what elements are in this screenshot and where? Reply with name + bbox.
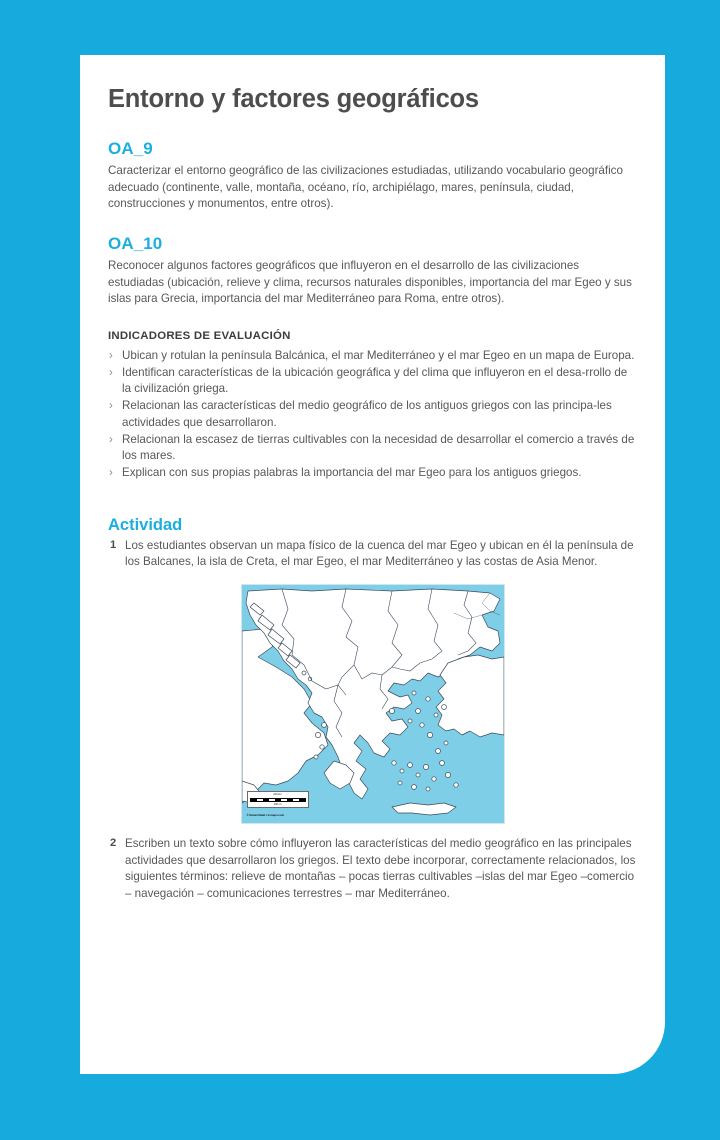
indicator-text: Explican con sus propias palabras la importancia del mar Egeo para los antiguos griegos. <box>122 466 582 480</box>
scale-ruler <box>250 798 306 802</box>
list-item <box>108 538 637 571</box>
list-item <box>108 348 637 364</box>
chevron-right-icon: › <box>109 400 113 413</box>
list-item <box>108 836 637 902</box>
content-card <box>80 55 665 1074</box>
indicator-text: Identifican características de la ubicación geográfica y del clima que influyeron en el desa-rrollo de la civilización griega. <box>122 365 628 396</box>
page-title: Entorno y factores geográficos <box>108 85 479 113</box>
indicator-text: Ubican y rotulan la península Balcánica, el mar Mediterráneo y el mar Egeo en un mapa de Europa. <box>122 348 635 362</box>
objective-code-oa9: OA_9 <box>108 139 153 159</box>
objective-text-oa10: Reconocer algunos factores geográficos que influyeron en el desarrollo de las civilizaciones estudiadas (ubicación, relieve y clima, recursos naturales disponibles, importancia del mar Egeo y sus islas para Grecia, importancia del mar Mediterráneo para Roma, entre otros). <box>108 259 632 306</box>
chevron-right-icon: › <box>109 467 113 480</box>
chevron-right-icon: › <box>109 433 113 446</box>
list-item <box>108 432 637 464</box>
list-item <box>108 465 637 481</box>
activity-number: 1 <box>110 538 117 551</box>
list-item <box>108 365 637 397</box>
map-svg <box>242 585 504 823</box>
objective-code-oa10: OA_10 <box>108 234 163 254</box>
objective-text-oa9: Caracterizar el entorno geográfico de las civilizaciones estudiadas, utilizando vocabulario geográfico adecuado (continente, valle, montaña, océano, río, archipiélago, mares, península, ciudad, construcciones y monumentos, entre otros). <box>108 164 623 210</box>
indicator-text: Relacionan las características del medio geográfico de los antiguos griegos con las principa-les actividades que desarrollaron. <box>122 399 612 429</box>
activity-heading: Actividad <box>108 515 183 534</box>
scale-label-km: 100 km <box>273 792 282 796</box>
indicators-label: INDICADORES DE EVALUACIÓN <box>108 329 291 342</box>
activity-list-2 <box>108 836 637 902</box>
activity-text: Los estudiantes observan un mapa físico de la cuenca del mar Egeo y ubican en él la península de los Balcanes, la isla de Creta, el mar Egeo, el mar Mediterráneo y las costas de Asia Menor. <box>125 538 634 568</box>
map-credit: © Daniel Dalet / d-maps.com <box>246 813 285 818</box>
indicator-text: Relacionan la escasez de tierras cultivables con la necesidad de desarrollar el comercio a través de los mares. <box>122 432 635 463</box>
map-figure <box>108 584 637 824</box>
activity-text: Escriben un texto sobre cómo influyeron las características del medio geográfico en las principales actividades que desarrollaron los griegos. El texto debe incorporar, correctamente relacionados, los siguientes términos: relieve de montañas – pocas tierras cultivables –islas del mar Egeo –comercio – navegación – comunicaciones terrestres – mar Mediterráneo. <box>125 837 636 900</box>
indicators-list <box>108 348 637 482</box>
chevron-right-icon: › <box>109 366 113 379</box>
list-item <box>108 398 637 430</box>
activity-list <box>108 538 637 571</box>
chevron-right-icon: › <box>109 349 113 362</box>
outline-map-aegean-balkans <box>241 584 505 824</box>
activity-number: 2 <box>110 837 117 850</box>
map-scale-bar <box>247 791 309 809</box>
scale-label-mi: 100 mi <box>273 802 282 806</box>
